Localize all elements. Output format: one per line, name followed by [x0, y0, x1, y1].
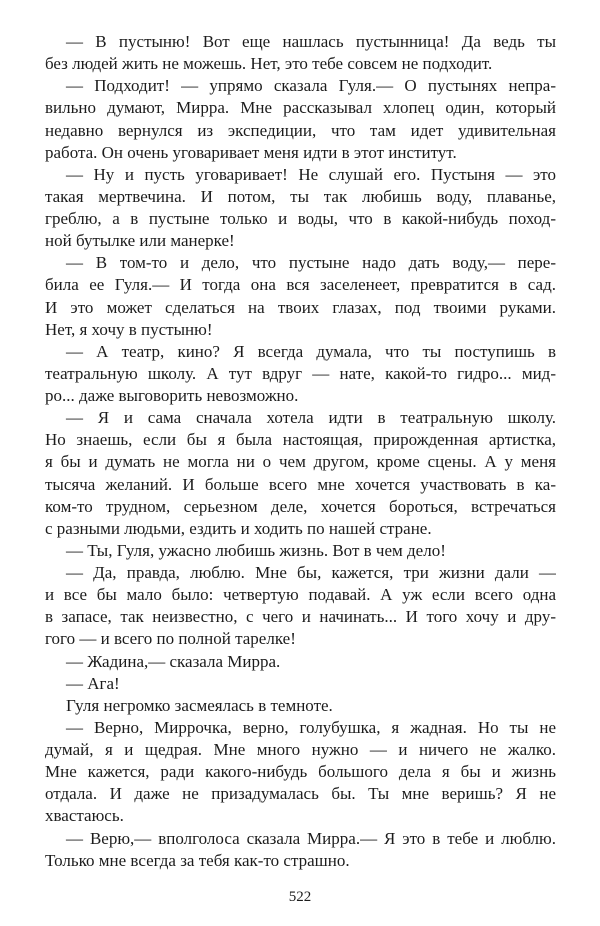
text-line: хвастаюсь.: [45, 806, 124, 826]
text-line: с разными людьми, ездить и ходить по нашей стране.: [45, 518, 432, 538]
text-line: отдала. И даже не призадумалась бы. Ты мне веришь? Я не: [45, 784, 556, 804]
text-line: — Ты, Гуля, ужасно любишь жизнь. Вот в чем дело!: [66, 540, 446, 560]
text-line: — В пустыню! Вот еще нашлась пустынница! Да ведь ты: [66, 32, 556, 51]
text-line: недавно вернулся из экспедиции, что там идет удивительная: [45, 120, 556, 140]
text-line: театральную школу. А тут вдруг — нате, какой-то гидро... мид-: [45, 363, 556, 383]
text-line: работа. Он очень уговаривает меня идти в этот институт.: [45, 142, 457, 162]
text-line: — Подходит! — упрямо сказала Гуля.— О пустынях непра-: [66, 76, 556, 96]
text-line: — Ну и пусть уговаривает! Не слушай его. Пустыня — это: [66, 164, 556, 184]
text-line: в запасе, так неизвестно, с чего и начинать... И того хочу и дру-: [45, 607, 556, 627]
text-line: вильно думают, Мирра. Мне рассказывал хлопец один, который: [45, 98, 556, 118]
text-line: — В том-то и дело, что пустыне надо дать воду,— пере-: [66, 253, 556, 273]
text-line: я бы и думать не могла ни о чем другом, кроме сцены. А у меня: [45, 452, 556, 472]
text-line: такая мертвечина. И потом, ты так любишь воду, плаванье,: [45, 186, 556, 206]
text-line: — Да, правда, люблю. Мне бы, кажется, три жизни дали —: [66, 563, 556, 582]
text-line: Но знаешь, если бы я была настоящая, прирожденная артистка,: [45, 430, 556, 450]
text-line: — Верю,— вполголоса сказала Мирра.— Я это в тебе и люблю.: [66, 828, 556, 848]
text-line: ком-то трудном, серьезном деле, хочется бороться, встречаться: [45, 496, 556, 516]
text-line: гого — и всего по полной тарелке!: [45, 629, 296, 649]
page-number: 522: [288, 889, 312, 905]
text-line: Гуля негромко засмеялась в темноте.: [66, 695, 333, 715]
text-line: ной бутылке или манерке!: [45, 231, 235, 251]
page-text: [45, 31, 556, 872]
text-line: греблю, а в пустыне только и воды, что в какой-нибудь поход-: [45, 209, 556, 228]
text-line: думай, я и щедрая. Мне много нужно — и ничего не жалко.: [45, 740, 556, 759]
text-line: Только мне всегда за тебя как-то страшно.: [45, 850, 350, 870]
text-line: без людей жить не можешь. Нет, это тебе совсем не подходит.: [45, 54, 493, 74]
text-line: и все бы мало было: четвертую подавай. А уж если всего одна: [45, 585, 556, 605]
text-line: тысяча желаний. И больше всего мне хочется участвовать в ка-: [45, 474, 556, 494]
text-line: била ее Гуля.— И тогда она вся заселенеет, превратится в сад.: [45, 275, 556, 295]
text-line: — Ага!: [66, 673, 120, 693]
text-line: ро... даже выговорить невозможно.: [45, 386, 299, 405]
text-line: Мне кажется, ради какого-нибудь большого дела я бы и жизнь: [45, 762, 556, 782]
text-line: И это может сделаться на твоих глазах, под твоими руками.: [45, 297, 556, 317]
text-line: — А театр, кино? Я всегда думала, что ты поступишь в: [66, 341, 556, 361]
text-line: Нет, я хочу в пустыню!: [45, 319, 213, 339]
text-line: — Жадина,— сказала Мирра.: [66, 651, 281, 671]
text-line: — Я и сама сначала хотела идти в театральную школу.: [66, 408, 556, 428]
text-line: — Верно, Миррочка, верно, голубушка, я жадная. Но ты не: [66, 717, 556, 737]
